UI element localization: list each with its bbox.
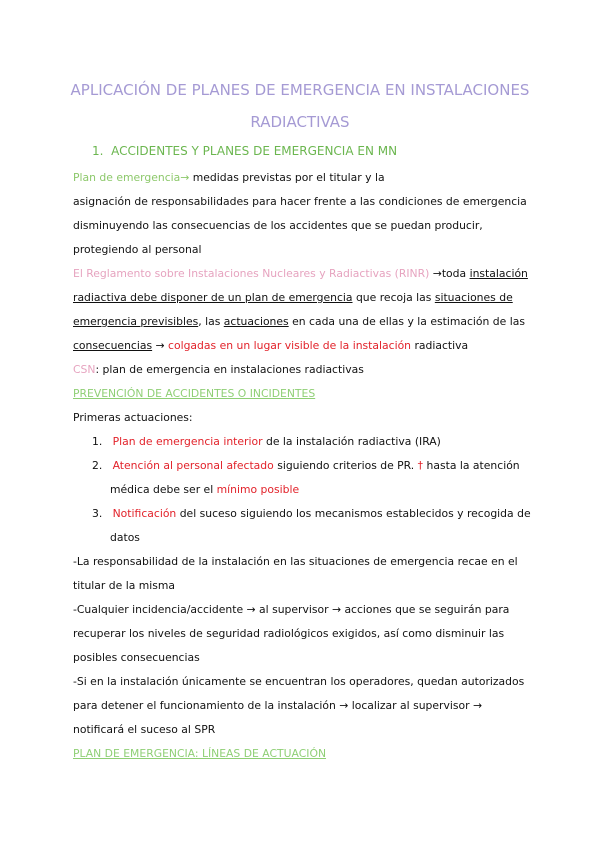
document-title [70, 74, 530, 138]
section-heading-1 [92, 144, 397, 158]
list-text-2b: hasta la atención [423, 459, 520, 472]
primeras-label: Primeras actuaciones: [73, 411, 193, 424]
plan-line-3: disminuyendo las consecuencias de los accidentes que se puedan producir, [73, 219, 483, 232]
title-line-2: RADIACTIVAS [250, 113, 350, 131]
list-red-2: Atención al personal afectado [112, 459, 274, 472]
csn-text: : plan de emergencia en instalaciones radiactivas [95, 363, 364, 376]
rinr-g: , las [198, 315, 224, 328]
list-item-1 [92, 435, 441, 448]
list-text-1: de la instalación radiactiva (IRA) [262, 435, 441, 448]
rinr-a: →toda [429, 267, 470, 280]
para-3-line-2: para detener el funcionamiento de la instalación → localizar al supervisor → [73, 699, 483, 712]
list-red-1: Plan de emergencia interior [112, 435, 263, 448]
rinr-d: que recoja las [352, 291, 435, 304]
list-item-2-cont [110, 483, 299, 496]
para-2-line-2: recuperar los niveles de seguridad radiológicos exigidos, así como disminuir las [73, 627, 505, 640]
rinr-term: El Reglamento sobre Instalaciones Nucleares y Radiactivas (RINR) [73, 267, 430, 280]
list-red-3: Notificación [112, 507, 177, 520]
rinr-l: colgadas en un lugar visible de la instalación [168, 339, 412, 352]
rinr-line-2 [73, 291, 513, 304]
list-number-1: 1. [92, 435, 103, 448]
plan-term: Plan de emergencia [73, 171, 181, 184]
plan-arrow: → [180, 171, 190, 184]
csn-term: CSN [73, 363, 96, 376]
rinr-e: situaciones de [434, 291, 513, 304]
para-3-line-3: notificará el suceso al SPR [73, 723, 216, 736]
lineas-heading: PLAN DE EMERGENCIA: LÍNEAS DE ACTUACIÓN [73, 747, 327, 760]
plan-line-4: protegiendo al personal [73, 243, 202, 256]
list-item-2 [92, 459, 520, 472]
list-text-2c: médica debe ser el [110, 483, 217, 496]
para-3-line-1: -Si en la instalación únicamente se encuentran los operadores, quedan autorizados [73, 675, 525, 688]
rinr-line-1 [73, 267, 528, 280]
para-1-line-2: titular de la misma [73, 579, 176, 592]
para-1-line-1: -La responsabilidad de la instalación en las situaciones de emergencia recae en el [73, 555, 518, 568]
list-text-2: siguiendo criterios de PR. [273, 459, 418, 472]
rinr-j: consecuencias [73, 339, 153, 352]
list-item-3 [92, 507, 531, 520]
title-line-1: APLICACIÓN DE PLANES DE EMERGENCIA EN INSTALACIONES [70, 81, 530, 99]
rinr-h: actuaciones [223, 315, 289, 328]
rinr-i: en cada una de ellas y la estimación de las [288, 315, 525, 328]
cross-mark: † [417, 459, 424, 472]
prevencion-heading: PREVENCIÓN DE ACCIDENTES O INCIDENTES [73, 387, 316, 400]
list-text-3: del suceso siguiendo los mecanismos establecidos y recogida de [176, 507, 531, 520]
rinr-m: radiactiva [411, 339, 469, 352]
rinr-f: emergencia previsibles [73, 315, 199, 328]
rinr-k: → [152, 339, 169, 352]
section-number: 1. [92, 144, 104, 158]
rinr-c: radiactiva debe disponer de un plan de emergencia [73, 291, 353, 304]
para-2-line-3: posibles consecuencias [73, 651, 200, 664]
list-number-3: 3. [92, 507, 103, 520]
rinr-line-4 [73, 339, 468, 352]
list-item-3-cont: datos [110, 531, 140, 544]
csn-line [73, 363, 364, 376]
plan-text-1: medidas previstas por el titular y la [189, 171, 385, 184]
list-red-2b: mínimo posible [216, 483, 300, 496]
plan-line-1 [73, 171, 385, 184]
section-label: ACCIDENTES Y PLANES DE EMERGENCIA EN MN [111, 144, 398, 158]
list-number-2: 2. [92, 459, 103, 472]
rinr-line-3 [73, 315, 525, 328]
plan-line-2: asignación de responsabilidades para hacer frente a las condiciones de emergencia [73, 195, 527, 208]
para-2-line-1: -Cualquier incidencia/accidente → al supervisor → acciones que se seguirán para [73, 603, 510, 616]
rinr-b: instalación [469, 267, 528, 280]
